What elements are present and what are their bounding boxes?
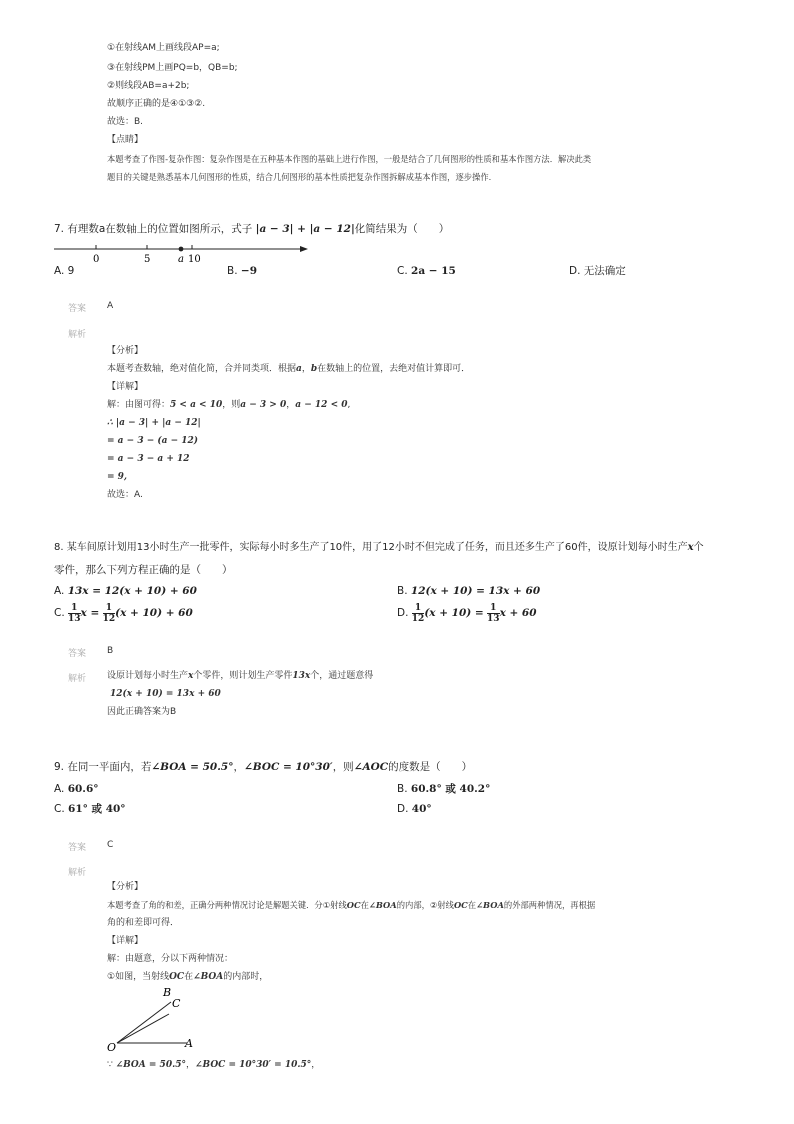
axis-tick-0: 0 [93, 254, 100, 265]
q7-answer-label: 答案 [68, 304, 87, 314]
q8-stem-1: 8. 某车间原计划用13小时生产一批零件，实际每小时多生产了10件，用了12小时不但完成了任务，而且还多生产了60件，设原计划每小时生产x个 [54, 542, 704, 553]
q8-answer-label: 答案 [68, 649, 87, 659]
top-line-2: ③在射线PM上画PQ=b，QB=b; [107, 63, 238, 73]
q9-sol-6: ①如图，当射线OC在∠BOA的内部时， [107, 972, 269, 982]
top-line-8: 题目的关键是熟悉基本几何图形的性质，结合几何图形的基本性质把复杂作图拆解成基本作图，逐步操作. [107, 172, 492, 182]
q8-sol-1: 设原计划每小时生产x个零件，则计划生产零件13x个，通过题意得 [107, 671, 374, 681]
top-line-1: ①在射线AM上画线段AP=a; [107, 43, 220, 53]
figure-label-o: O [107, 1041, 117, 1054]
angle-figure [105, 985, 205, 1055]
figure-label-a: A [185, 1037, 193, 1050]
q7-sol-6: = a − 3 − (a − 12) [107, 436, 199, 446]
q8-option-a[interactable]: A. 13x = 12(x + 10) + 60 [54, 585, 197, 597]
figure-label-c: C [172, 997, 181, 1010]
q8-sol-3: 因此正确答案为B [107, 707, 177, 717]
q9-analysis-label: 解析 [68, 868, 87, 878]
q7-sol-3: 【详解】 [107, 382, 144, 392]
axis-tick-10: 10 [188, 254, 201, 265]
q7-expression: |a − 3| + |a − 12| [255, 223, 355, 235]
axis-point-a: a [178, 254, 184, 265]
q8-stem-2: 零件，那么下列方程正确的是（ ） [54, 564, 233, 576]
top-line-6: 【点睛】 [107, 135, 144, 145]
q7-option-c[interactable]: C. 2a − 15 [397, 265, 456, 277]
q7-option-d[interactable]: D. 无法确定 [569, 265, 626, 277]
q9-option-c[interactable]: C. 61° 或 40° [54, 803, 126, 815]
q8-sol-2: 12(x + 10) = 13x + 60 [110, 689, 221, 699]
q8-answer: B [107, 646, 114, 656]
q7-analysis-label: 解析 [68, 330, 87, 340]
q8-option-d[interactable]: D. $\frac{1}{12}$ (x + 10) = $\frac{1}{13}$ x + 60 [397, 602, 537, 624]
q9-option-b[interactable]: B. 60.8° 或 40.2° [397, 783, 491, 795]
top-line-4: 故顺序正确的是④①③②. [107, 99, 206, 109]
q9-option-d[interactable]: D. 40° [397, 803, 432, 815]
q9-option-a[interactable]: A. 60.6° [54, 783, 99, 795]
top-line-5: 故选：B. [107, 117, 144, 127]
q7-option-b[interactable]: B. −9 [227, 265, 257, 277]
q7-sol-7: = a − 3 − a + 12 [107, 454, 190, 464]
q7-option-a[interactable]: A. 9 [54, 265, 75, 277]
top-line-7: 本题考查了作图-复杂作图：复杂作图是在五种基本作图的基础上进行作图，一般是结合了几何图形的性质和基本作图方法．解决此类 [107, 154, 592, 164]
q7-answer: A [107, 301, 114, 311]
q9-stem: 9. 在同一平面内，若∠BOA = 50.5°，∠BOC = 10°30′，则∠AOC的度数是（ ） [54, 761, 473, 773]
q9-sol-3: 角的和差即可得． [107, 918, 180, 928]
top-line-3: ②则线段AB=a+2b; [107, 81, 190, 91]
q9-sol-4: 【详解】 [107, 936, 144, 946]
q9-answer: C [107, 840, 114, 850]
number-line [52, 240, 312, 264]
q8-option-c[interactable]: C. $\frac{1}{13}$ x = $\frac{1}{12}$ (x + 10) + 60 [54, 602, 193, 624]
figure-label-b: B [163, 986, 172, 999]
q7-sol-8: = 9, [107, 472, 128, 482]
q7-sol-9: 故选：A. [107, 490, 143, 500]
q7-stem: 7. 有理数a在数轴上的位置如图所示，式子 |a − 3| + |a − 12|化简结果为（ ） [54, 223, 450, 235]
q9-sol-2: 本题考查了角的和差，正确分两种情况讨论是解题关键．分①射线OC在∠BOA的内部，②射线OC在∠BOA的外部两种情况，再根据 [107, 900, 596, 910]
q7-sol-5: ∴ |a − 3| + |a − 12| [107, 418, 201, 428]
q7-sol-4: 解：由图可得：5 < a < 10，则a − 3 > 0，a − 12 < 0, [107, 400, 351, 410]
q9-sol-1: 【分析】 [107, 882, 144, 892]
q8-option-b[interactable]: B. 12(x + 10) = 13x + 60 [397, 585, 541, 597]
q9-sol-5: 解：由题意，分以下两种情况： [107, 954, 234, 964]
q9-sol-7: ∵ ∠BOA = 50.5°，∠BOC = 10°30′ = 10.5°， [107, 1060, 321, 1070]
q7-sol-1: 【分析】 [107, 346, 144, 356]
q8-analysis-label: 解析 [68, 674, 87, 684]
axis-tick-5: 5 [144, 254, 151, 265]
q9-answer-label: 答案 [68, 843, 87, 853]
q7-sol-2: 本题考查数轴，绝对值化简，合并同类项．根据a，b在数轴上的位置，去绝对值计算即可． [107, 364, 471, 374]
